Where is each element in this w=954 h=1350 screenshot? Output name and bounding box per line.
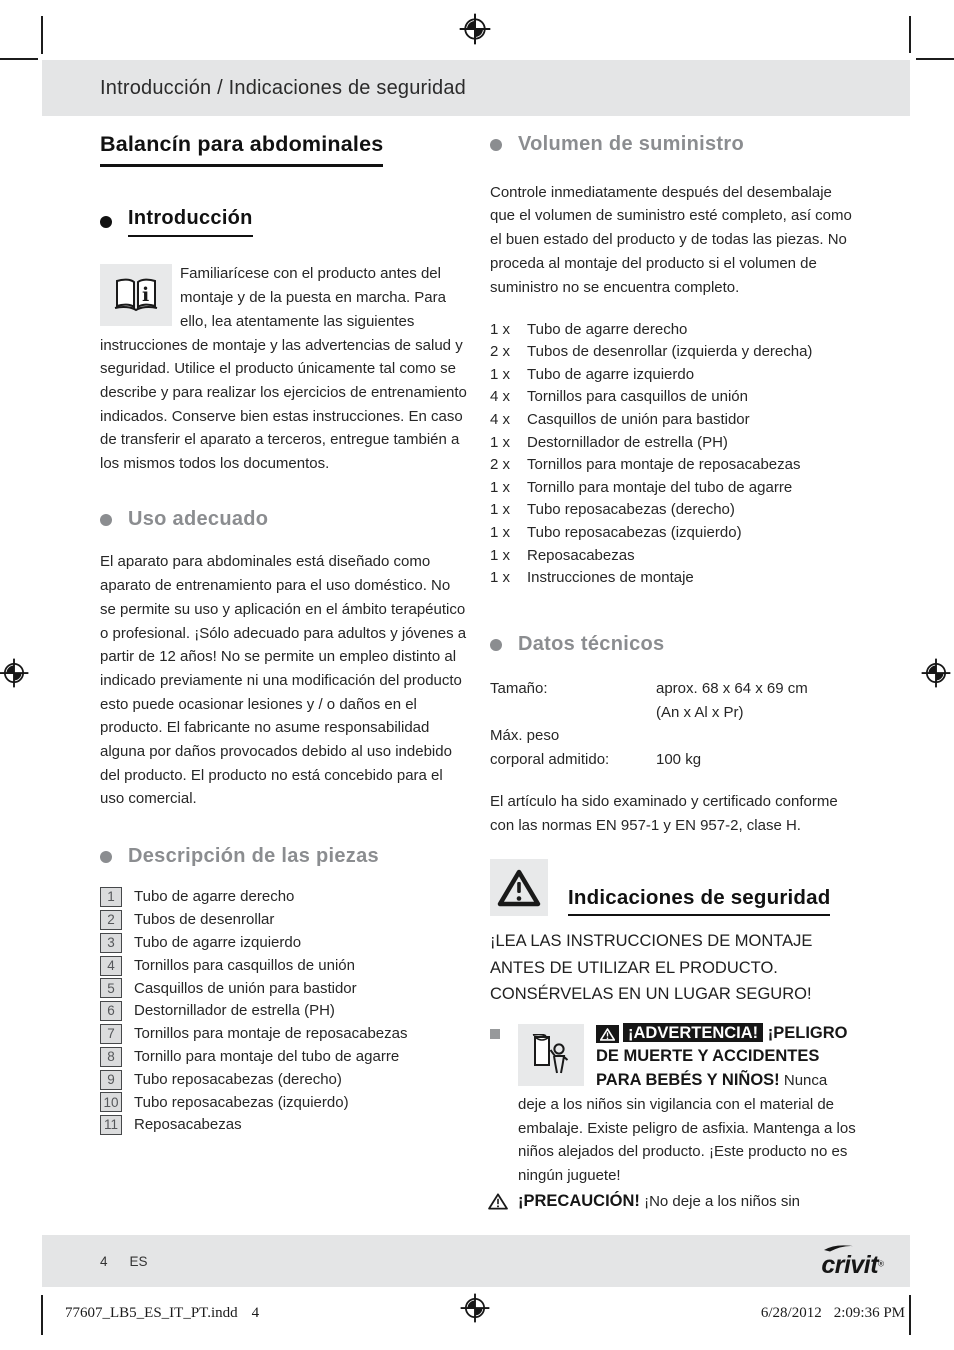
parts-list-item [100, 1091, 470, 1114]
safety-lead-text: ¡LEA LAS INSTRUCCIONES DE MONTAJE ANTES DE UTILIZAR EL PRODUCTO. CONSÉRVELAS EN UN LUGAR SEGURO! [490, 932, 813, 1004]
intro-paragraph: Familiarícese con el producto antes del montaje y de la puesta en marcha. Para ello, lea atentamente las siguientes instrucciones de montaje y las advertencias de salud y seguridad. Utilice el producto únicamente tal como se describe y para realizar los ejercicios de entrenamiento indicados. Conserve bien estas instrucciones. En caso de transferir el aparato a terceros, entregue también a los mismos todos los documentos. [100, 265, 467, 473]
quantity: 1 x [490, 365, 511, 383]
section-title: Indicaciones de seguridad [568, 886, 830, 917]
part-label: Casquillos de unión para bastidor [134, 979, 357, 997]
parts-list [100, 886, 470, 1137]
supply-list-item [490, 363, 858, 386]
square-bullet-icon [490, 1029, 500, 1039]
part-label: Tubo de agarre izquierdo [134, 934, 302, 952]
supply-list [490, 318, 858, 589]
quantity: 1 x [490, 546, 511, 564]
certification-note: El artículo ha sido examinado y certificado conforme con las normas EN 957-1 y EN 957-2, clase H. [490, 792, 838, 834]
parts-list-item [100, 954, 470, 977]
part-number-badge: 8 [100, 1047, 122, 1067]
print-time: 2:09:36 PM [833, 1305, 905, 1321]
bullet-icon [100, 514, 112, 526]
brand-name: crivit [821, 1250, 879, 1279]
crop-mark-top-left-vertical [41, 16, 43, 54]
part-number-badge: 11 [100, 1115, 122, 1135]
quantity: 1 x [490, 433, 511, 451]
part-number-badge: 5 [100, 978, 122, 998]
page-number: 4 [100, 1253, 108, 1269]
registration-mark-icon [921, 658, 951, 693]
part-label: Tornillos para montaje de reposacabezas [134, 1025, 408, 1043]
part-label: Tubo reposacabezas (derecho) [134, 1070, 342, 1088]
part-label: Tubo reposacabezas (izquierdo) [134, 1093, 349, 1111]
part-label: Tubos de desenrollar [134, 911, 275, 929]
supply-list-item [490, 409, 858, 432]
advertencia-badge: ¡ADVERTENCIA! [623, 1023, 763, 1042]
section-heading-datos-tecnicos [490, 633, 858, 657]
parts-list-item [100, 931, 470, 954]
supply-label: Casquillos de unión para bastidor [527, 411, 750, 429]
part-label: Reposacabezas [134, 1116, 242, 1134]
part-number-badge: 1 [100, 887, 122, 907]
caution-text: ¡No deje a los niños sin [639, 1192, 801, 1210]
section-title: Datos técnicos [518, 633, 665, 656]
warning-bold-text: ¡PELIGRO DE MUERTE Y ACCIDENTES PARA BEBÉS Y NIÑOS! [596, 1023, 848, 1090]
warning-triangle-icon [490, 859, 548, 916]
parts-list-item [100, 977, 470, 1000]
warning-item [490, 1022, 858, 1188]
supply-list-item [490, 454, 858, 477]
quantity: 4 x [490, 388, 511, 406]
quantity: 1 x [490, 569, 511, 587]
tech-specs-table [490, 677, 858, 772]
bullet-icon [490, 639, 502, 651]
supply-label: Tubo de agarre izquierdo [527, 365, 695, 383]
crop-mark-top-right-horizontal [916, 58, 954, 60]
quantity: 2 x [490, 456, 511, 474]
suffocation-hazard-icon [518, 1024, 584, 1086]
parts-list-item [100, 886, 470, 909]
bullet-icon [100, 216, 112, 228]
caution-triangle-icon [488, 1193, 508, 1218]
print-timestamp [761, 1305, 905, 1322]
part-number-badge: 10 [100, 1092, 122, 1112]
registered-trademark-symbol: ® [878, 1259, 884, 1269]
product-title: Balancín para abdominales [100, 133, 383, 167]
parts-list-item [100, 909, 470, 932]
page-header-title: Introducción / Indicaciones de seguridad [100, 76, 467, 99]
supply-list-item [490, 318, 858, 341]
language-code: ES [129, 1253, 148, 1269]
supply-label: Reposacabezas [527, 546, 635, 564]
supply-label: Tornillos para montaje de reposacabezas [527, 456, 801, 474]
quantity: 1 x [490, 501, 511, 519]
supply-list-item [490, 499, 858, 522]
supply-label: Tornillos para casquillos de unión [527, 388, 748, 406]
open-book-icon [113, 276, 159, 314]
supply-list-item [490, 431, 858, 454]
parts-list-item [100, 1068, 470, 1091]
footer-bar [42, 1235, 910, 1287]
section-heading-uso-adecuado [100, 508, 470, 532]
section-title: Descripción de las piezas [128, 845, 379, 868]
parts-list-item [100, 1000, 470, 1023]
section-heading-volumen-suministro [490, 133, 858, 157]
caution-item [490, 1190, 858, 1214]
spec-value: (An x Al x Pr) [656, 703, 744, 721]
supply-label: Instrucciones de montaje [527, 569, 694, 587]
bullet-icon [490, 139, 502, 151]
section-title: Uso adecuado [128, 507, 269, 530]
supply-list-item [490, 341, 858, 364]
spec-label: corporal admitido: [490, 751, 610, 769]
quantity: 2 x [490, 343, 511, 361]
bullet-icon [100, 851, 112, 863]
read-manual-icon [100, 264, 172, 326]
print-info-line [0, 1300, 954, 1330]
quantity: 1 x [490, 478, 511, 496]
parts-list-item [100, 1045, 470, 1068]
supply-list-item [490, 386, 858, 409]
supply-label: Tubo reposacabezas (izquierdo) [527, 524, 742, 542]
spec-value: aprox. 68 x 64 x 69 cm [656, 680, 808, 698]
right-column [490, 133, 858, 1213]
spacer [656, 724, 858, 748]
section-title: Volumen de suministro [518, 133, 744, 155]
file-name: 77607_LB5_ES_IT_PT.indd [65, 1305, 238, 1321]
caution-label: ¡PRECAUCIÓN! [518, 1191, 640, 1210]
supply-label: Tubos de desenrollar (izquierda y derecha) [527, 343, 813, 361]
part-number-badge: 9 [100, 1070, 122, 1090]
part-label: Tornillos para casquillos de unión [134, 956, 355, 974]
svg-text:i: i [142, 284, 150, 307]
part-number-badge: 6 [100, 1001, 122, 1021]
supply-list-item [490, 567, 858, 590]
supply-list-item [490, 522, 858, 545]
registration-mark-icon [0, 658, 29, 693]
left-column [100, 133, 470, 1137]
supply-label: Tornillo para montaje del tubo de agarre [527, 478, 793, 496]
section-title: Introducción [128, 207, 253, 238]
file-page: 4 [251, 1305, 260, 1321]
page-header-bar [42, 60, 910, 116]
supply-label: Destornillador de estrella (PH) [527, 433, 728, 451]
crop-mark-top-right-vertical [909, 16, 911, 53]
registration-mark-icon [459, 13, 491, 50]
crop-mark-top-left-horizontal [0, 58, 38, 60]
uso-paragraph: El aparato para abdominales está diseñado como aparato de entrenamiento para el uso doméstico. No se permite su uso y aplicación en el ámbito terapéutico o profesional. ¡Sólo adecuado para adultos y jóvenes a partir de 12 años! No se permite un empleo distinto al indicado previamente ni una modificación del producto esto puede ocasionar lesiones y / o daños en el producto. El fabricante no asume responsabilidad alguna por daños provocados debido al uso indebido del producto. El producto no está concebido para el uso comercial. [100, 553, 467, 808]
section-heading-introduccion [100, 207, 470, 238]
section-heading-indicaciones-seguridad [490, 859, 858, 916]
part-number-badge: 2 [100, 910, 122, 930]
supply-list-item [490, 544, 858, 567]
spec-label: Máx. peso [490, 727, 560, 745]
supply-list-item [490, 476, 858, 499]
part-label: Tubo de agarre derecho [134, 888, 295, 906]
supply-label: Tubo de agarre derecho [527, 320, 688, 338]
part-label: Tornillo para montaje del tubo de agarre [134, 1048, 400, 1065]
quantity: 1 x [490, 320, 511, 338]
spec-value: 100 kg [656, 751, 702, 769]
parts-list-item [100, 1114, 470, 1137]
print-file-name [65, 1305, 259, 1322]
print-date: 6/28/2012 [760, 1305, 822, 1321]
supply-label: Tubo reposacabezas (derecho) [527, 501, 735, 519]
quantity: 4 x [490, 411, 511, 429]
section-heading-descripcion-piezas [100, 845, 470, 869]
part-number-badge: 7 [100, 1024, 122, 1044]
parts-list-item [100, 1023, 470, 1046]
part-number-badge: 4 [100, 956, 122, 976]
crivit-logo [821, 1243, 884, 1280]
part-label: Destornillador de estrella (PH) [134, 1002, 335, 1020]
volumen-paragraph: Controle inmediatamente después del desembalaje que el volumen de suministro esté completo, así como el buen estado del producto y de todas las piezas. No proceda al montaje del producto si el volumen de suministro no se encuentra completo. [490, 183, 852, 296]
logo-swoosh-icon [822, 1243, 858, 1252]
quantity: 1 x [490, 524, 511, 542]
spec-label: Tamaño: [490, 680, 548, 698]
intro-block [100, 262, 470, 475]
spacer [490, 701, 656, 725]
part-number-badge: 3 [100, 933, 122, 953]
warning-triangle-badge-icon [596, 1025, 619, 1043]
warning-body-text: Nunca deje a los niños sin vigilancia con el material de embalaje. Existe peligro de asfixia. Mantenga a los niños alejados del producto. ¡Este producto no es ningún juguete! [518, 1072, 856, 1184]
